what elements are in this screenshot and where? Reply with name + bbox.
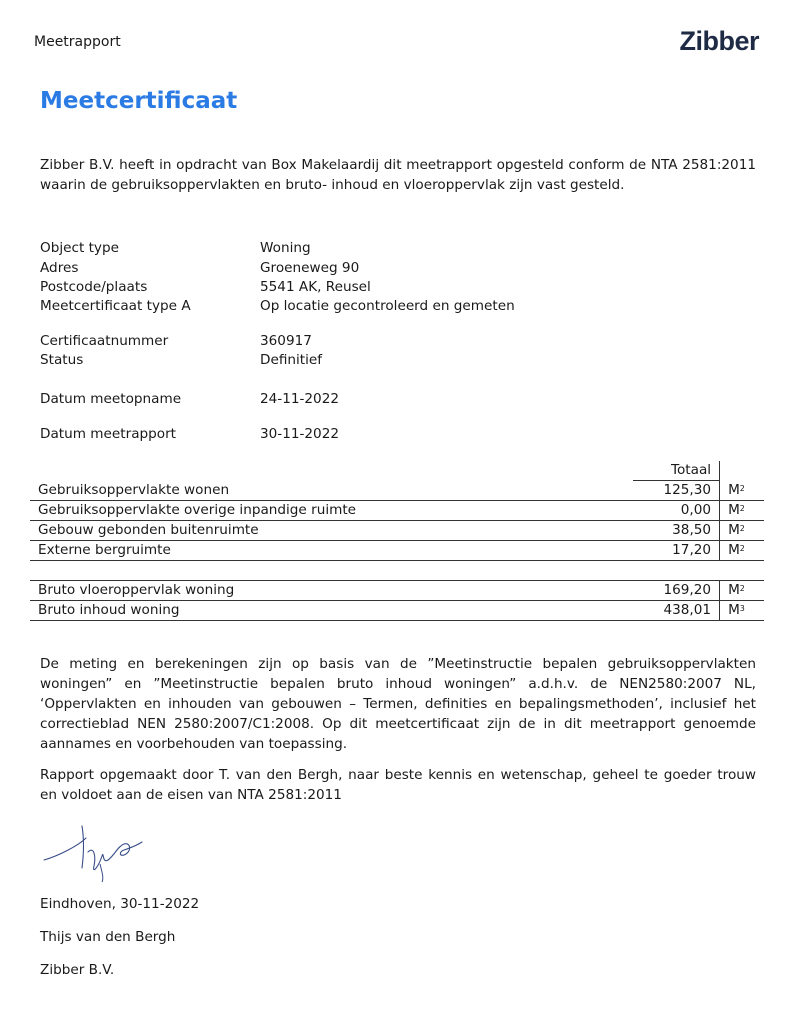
- detail-key: Meetcertificaat type A: [40, 298, 191, 314]
- row-value: 38,50: [633, 521, 719, 541]
- row-value: 0,00: [633, 501, 719, 521]
- row-unit: $M^2$: [720, 481, 764, 501]
- row-label: Externe bergruimte: [30, 541, 633, 561]
- row-value: 125,30: [633, 481, 719, 501]
- signature-image: [38, 816, 148, 886]
- total-column-header: Totaal: [633, 461, 719, 481]
- row-unit: $M^2$: [720, 581, 764, 601]
- detail-key: Status: [40, 352, 84, 368]
- row-value: 17,20: [633, 541, 719, 561]
- intro-paragraph: Zibber B.V. heeft in opdracht van Box Makelaardij dit meetrapport opgesteld conform de NTA 2581:2011 waarin de gebruiksoppervlakten en bruto- inhoud en vloeroppervlak zijn vast gesteld.: [40, 157, 756, 193]
- table-row: [30, 501, 764, 521]
- row-label: Gebruiksoppervlakte wonen: [30, 481, 633, 501]
- place-date: Eindhoven, 30-11-2022: [40, 896, 200, 912]
- table-row: [30, 481, 764, 501]
- table-row: [30, 521, 764, 541]
- detail-key: Object type: [40, 240, 119, 256]
- document-type-label: Meetrapport: [34, 34, 121, 50]
- detail-value: 360917: [260, 333, 312, 349]
- detail-value: Woning: [260, 240, 311, 256]
- row-label: Gebouw gebonden buitenruimte: [30, 521, 633, 541]
- detail-value: 30-11-2022: [260, 426, 340, 442]
- methodology-paragraph: De meting en berekeningen zijn op basis van de ”Meetinstructie bepalen gebruiksoppervlakten woningen” en ”Meetinstructie bepalen bruto inhoud woningen” a.d.h.v. de NEN2580:2007 NL, ‘Oppervlakten en inhouden van gebouwen – Termen, definities en bepalingsmethoden’, inclusief het correctieblad NEN 2580:2007/C1:2008. Op dit meetcertificaat zijn de in dit meetrapport genoemde aannames en voorbehouden van toepassing.: [40, 656, 756, 752]
- detail-value: Definitief: [260, 352, 323, 368]
- detail-key: Postcode/plaats: [40, 279, 148, 295]
- signer-name: Thijs van den Bergh: [40, 929, 176, 945]
- table-row: [30, 541, 764, 561]
- detail-key: Datum meetopname: [40, 391, 182, 407]
- zibber-logo: Zibber: [679, 26, 759, 56]
- row-value: 169,20: [633, 581, 719, 601]
- detail-key: Certificaatnummer: [40, 333, 169, 349]
- table-row: [30, 581, 764, 601]
- measurement-table: [30, 461, 764, 621]
- row-label: Gebruiksoppervlakte overige inpandige ruimte: [30, 501, 633, 521]
- row-label: Bruto vloeroppervlak woning: [30, 581, 633, 601]
- detail-value: 24-11-2022: [260, 391, 340, 407]
- row-unit: $M^3$: [720, 601, 764, 621]
- detail-value: 5541 AK, Reusel: [260, 279, 371, 295]
- company-name: Zibber B.V.: [40, 962, 115, 978]
- row-label: Bruto inhoud woning: [30, 601, 633, 621]
- table-spacer: [30, 561, 764, 581]
- detail-value: Groeneweg 90: [260, 260, 360, 276]
- table-header-row: [30, 461, 764, 481]
- row-unit: $M^2$: [720, 501, 764, 521]
- row-unit: $M^2$: [720, 541, 764, 561]
- detail-key: Datum meetrapport: [40, 426, 177, 442]
- table-row: [30, 601, 764, 621]
- detail-value: Op locatie gecontroleerd en gemeten: [260, 298, 515, 314]
- row-unit: $M^2$: [720, 521, 764, 541]
- page-title: Meetcertificaat: [40, 88, 238, 114]
- statement-paragraph: Rapport opgemaakt door T. van den Bergh, naar beste kennis en wetenschap, geheel te goeder trouw en voldoet aan de eisen van NTA 2581:2011: [40, 767, 756, 803]
- row-value: 438,01: [633, 601, 719, 621]
- detail-key: Adres: [40, 260, 79, 276]
